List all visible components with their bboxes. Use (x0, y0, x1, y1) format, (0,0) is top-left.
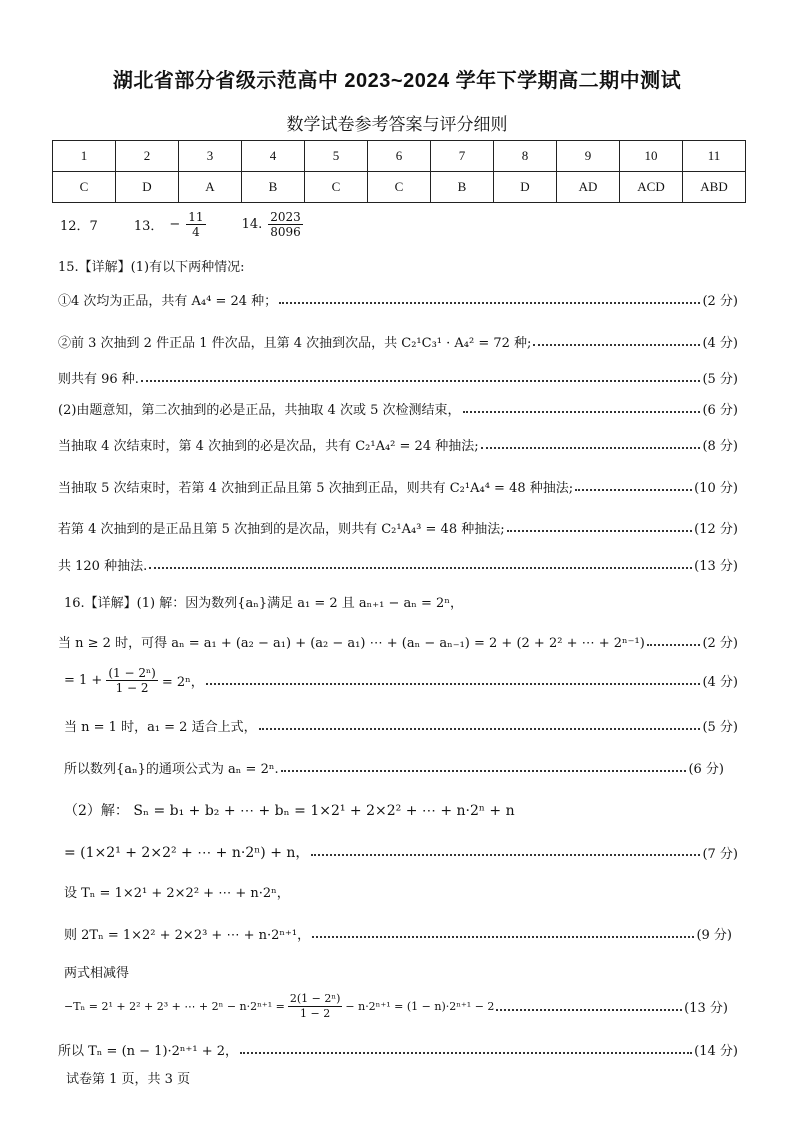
q15-line-4 (58, 399, 738, 418)
q15-line-1 (58, 290, 738, 309)
leader-dots (647, 644, 701, 646)
question-number-cell: 3 (179, 141, 242, 172)
leader-dots (279, 302, 700, 304)
q16-line-6 (64, 842, 738, 862)
question-number-cell: 8 (494, 141, 557, 172)
q15-line-6 (58, 477, 738, 496)
question-number-cell: 2 (116, 141, 179, 172)
q16-line-4-text: 所以数列{aₙ}的通项公式为 aₙ = 2ⁿ. (64, 762, 279, 777)
answer-cell: B (242, 172, 305, 203)
answer-cell: AD (557, 172, 620, 203)
leader-dots (259, 728, 701, 730)
q13-label: 13． (133, 219, 164, 234)
q15-line-2-text: ②前 3 次抽到 2 件正品 1 件次品，且第 4 次抽到次品，共 C₂¹C₃¹ · A₄² = 72 种; (58, 336, 532, 351)
q16-line-2-prefix: = 1 + (64, 673, 103, 688)
q14-denominator: 8096 (270, 225, 301, 239)
q16-heading: 16.【详解】(1) 解：因为数列{aₙ}满足 a₁ = 2 且 aₙ₊₁ − aₙ = 2ⁿ， (64, 596, 463, 611)
q15-line-7-text: 若第 4 次抽到的是正品且第 5 次抽到的是次品，则共有 C₂¹A₄³ = 48 种抽法; (58, 522, 505, 537)
q15-line-5 (58, 435, 738, 454)
answer-cell: A (179, 172, 242, 203)
score-label: (2 分) (702, 294, 738, 309)
q16-line-1 (58, 632, 738, 651)
answer-table-number-row (53, 141, 746, 172)
score-label: (7 分) (702, 846, 738, 862)
score-label: (13 分) (694, 559, 738, 574)
fraction-numerator: (1 − 2ⁿ) (108, 666, 156, 680)
answer-table (52, 140, 746, 203)
fraction-denominator: 1 − 2 (115, 681, 149, 695)
score-label: (13 分) (684, 1001, 728, 1016)
q15-line-1-text: ①4 次均为正品，共有 A₄⁴ = 24 种； (58, 294, 278, 309)
question-number-cell: 9 (557, 141, 620, 172)
q16-line-5: （2）解： Sₙ = b₁ + b₂ + ⋯ + bₙ = 1×2¹ + 2×2² + ⋯ + n·2ⁿ + n (64, 803, 515, 819)
q16-line-11 (58, 1040, 738, 1059)
q16-line-1-text: 当 n ≥ 2 时，可得 aₙ = a₁ + (a₂ − a₁) + (a₂ − a₁) ⋯ + (aₙ − aₙ₋₁) = 2 + (2 + 2² + ⋯ + 2ⁿ⁻¹) (58, 636, 645, 651)
q16-line-9: 两式相减得 (64, 966, 130, 981)
q16-line-2-fraction (106, 666, 158, 695)
leader-dots (481, 447, 701, 449)
leader-dots (463, 411, 701, 413)
q16-line-10-suffix: − n·2ⁿ⁺¹ = (1 − n)·2ⁿ⁺¹ − 2 (345, 1000, 495, 1013)
q16-line-8 (64, 924, 732, 943)
q15-line-8-text: 共 120 种抽法. (58, 559, 148, 574)
question-number-cell: 4 (242, 141, 305, 172)
answer-cell: D (494, 172, 557, 203)
question-number-cell: 1 (53, 141, 116, 172)
fraction-numerator: 2(1 − 2ⁿ) (289, 992, 341, 1005)
question-number-cell: 10 (620, 141, 683, 172)
q13-sign: − (169, 217, 181, 232)
leader-dots (575, 489, 692, 491)
q13-fraction (186, 210, 205, 239)
score-label: (12 分) (694, 522, 738, 537)
answer-cell: ACD (620, 172, 683, 203)
score-label: (4 分) (702, 675, 738, 690)
q16-line-10-prefix: −Tₙ = 2¹ + 2² + 2³ + ⋯ + 2ⁿ − n·2ⁿ⁺¹ = (64, 1000, 285, 1013)
answer-cell: C (368, 172, 431, 203)
q15-line-3-text: 则共有 96 种. (58, 372, 139, 387)
leader-dots (141, 380, 700, 382)
question-number-cell: 6 (368, 141, 431, 172)
leader-dots (496, 1009, 682, 1011)
q12-answer: 12．7 (60, 219, 98, 234)
question-number-cell: 5 (305, 141, 368, 172)
score-label: (6 分) (688, 762, 724, 777)
score-label: (4 分) (702, 336, 738, 351)
q15-line-4-text: (2)由题意知，第二次抽到的必是正品，共抽取 4 次或 5 次检测结束， (58, 403, 461, 418)
fill-blank-answers (60, 210, 303, 239)
q14-numerator: 2023 (270, 210, 301, 224)
q13-denominator: 4 (192, 225, 200, 239)
answer-cell: B (431, 172, 494, 203)
q16-line-10 (64, 992, 728, 1021)
q15-heading: 15.【详解】(1)有以下两种情况: (58, 260, 245, 275)
score-label: (8 分) (702, 439, 738, 454)
page-title: 湖北省部分省级示范高中 2023~2024 学年下学期高二期中测试 (112, 70, 682, 92)
q16-line-6-text: = (1×2¹ + 2×2² + ⋯ + n·2ⁿ) + n， (64, 845, 310, 861)
q16-line-3 (64, 716, 738, 735)
q16-line-4 (64, 758, 724, 777)
leader-dots (206, 683, 701, 685)
q16-line-8-text: 则 2Tₙ = 1×2² + 2×2³ + ⋯ + n·2ⁿ⁺¹， (64, 928, 311, 943)
answer-cell: ABD (683, 172, 746, 203)
leader-dots (149, 567, 692, 569)
question-number-cell: 7 (431, 141, 494, 172)
q16-line-7: 设 Tₙ = 1×2¹ + 2×2² + ⋯ + n·2ⁿ， (64, 886, 290, 901)
leader-dots (311, 854, 700, 856)
page-subtitle: 数学试卷参考答案与评分细则 (286, 115, 508, 135)
fraction-denominator: 1 − 2 (300, 1007, 331, 1020)
q15-line-8 (58, 555, 738, 574)
q15-line-5-text: 当抽取 4 次结束时，第 4 次抽到的必是次品，共有 C₂¹A₄² = 24 种抽法; (58, 439, 479, 454)
q15-line-3 (58, 368, 738, 387)
q13-numerator: 11 (188, 210, 204, 224)
answer-cell: D (116, 172, 179, 203)
score-label: (9 分) (696, 928, 732, 943)
leader-dots (312, 936, 694, 938)
leader-dots (240, 1052, 692, 1054)
leader-dots (281, 770, 687, 772)
q16-line-11-text: 所以 Tₙ = (n − 1)·2ⁿ⁺¹ + 2， (58, 1044, 239, 1059)
q15-line-7 (58, 518, 738, 537)
score-label: (2 分) (702, 636, 738, 651)
q15-line-6-text: 当抽取 5 次结束时，若第 4 次抽到正品且第 5 次抽到正品，则共有 C₂¹A₄⁴ = 48 种抽法; (58, 481, 574, 496)
q14-fraction (268, 210, 303, 239)
score-label: (14 分) (694, 1044, 738, 1059)
q16-line-10-fraction (288, 992, 343, 1021)
q16-line-3-text: 当 n = 1 时，a₁ = 2 适合上式， (64, 720, 257, 735)
q15-line-2 (58, 332, 738, 351)
score-label: (10 分) (694, 481, 738, 496)
score-label: (6 分) (702, 403, 738, 418)
q14-label: 14. (241, 217, 263, 232)
score-label: (5 分) (702, 720, 738, 735)
page-footer: 试卷第 1 页，共 3 页 (66, 1072, 191, 1087)
leader-dots (507, 530, 693, 532)
leader-dots (533, 344, 700, 346)
score-label: (5 分) (702, 372, 738, 387)
answer-cell: C (53, 172, 116, 203)
question-number-cell: 11 (683, 141, 746, 172)
q16-line-2-suffix: = 2ⁿ， (161, 675, 204, 690)
answer-table-answer-row (53, 172, 746, 203)
q16-line-2 (64, 666, 738, 695)
answer-cell: C (305, 172, 368, 203)
